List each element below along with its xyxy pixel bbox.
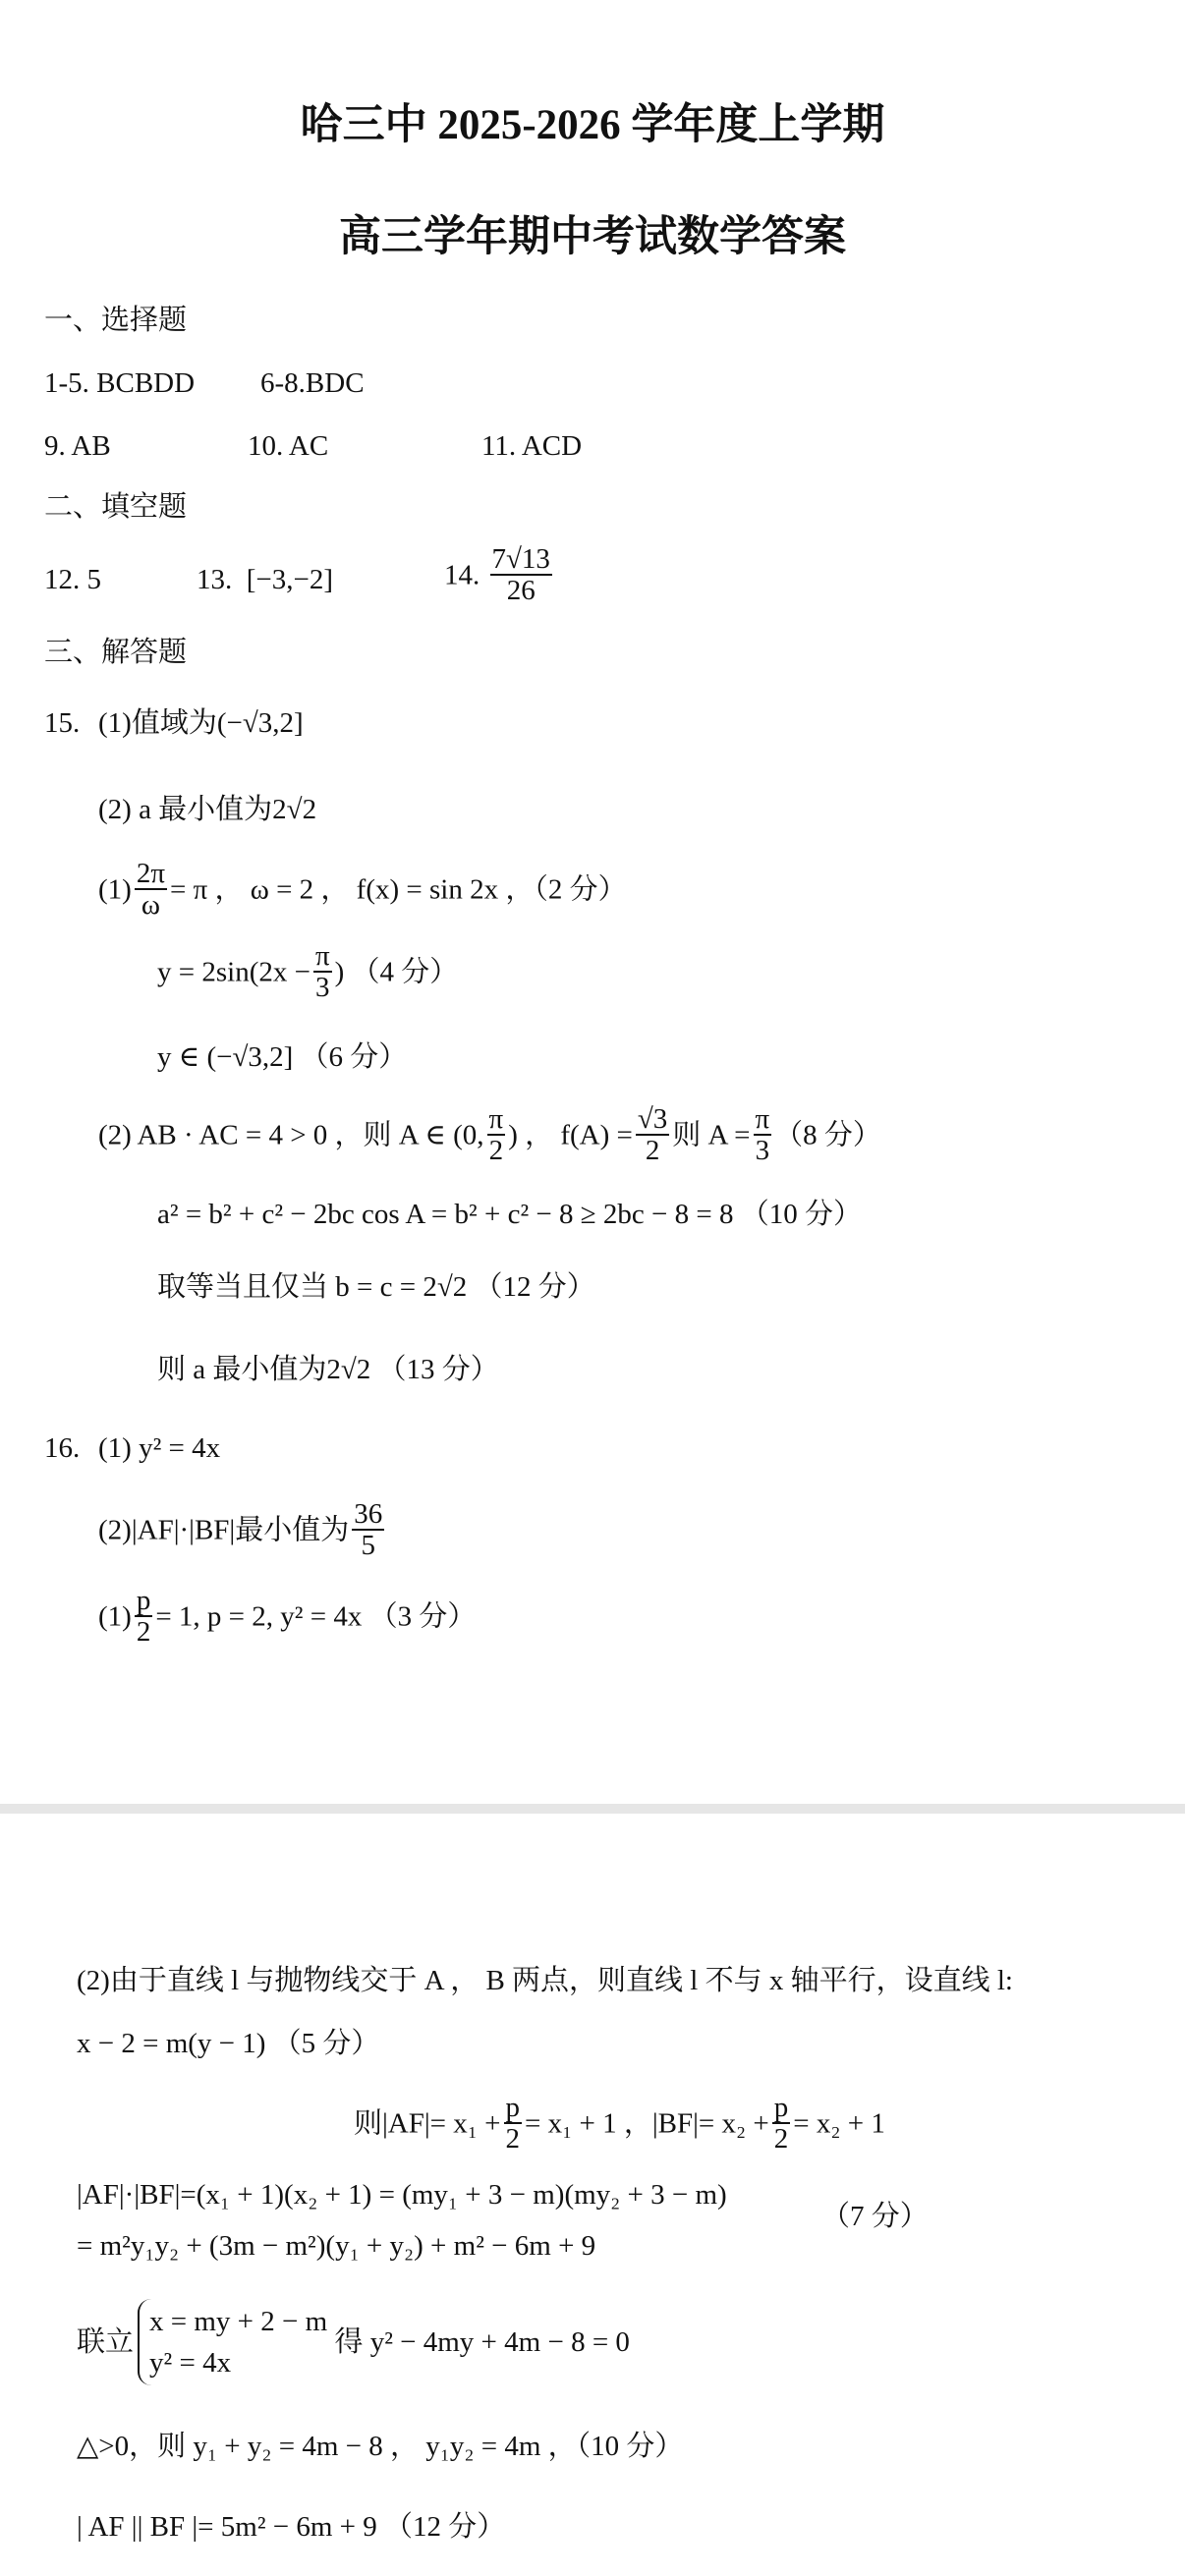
doc-title: 哈三中 2025-2026 学年度上学期 (300, 102, 885, 148)
q16-step-4: 则|AF|= x₁ + $\frac{p}{2}$ = x₁ + 1 ，|BF|= x₂ + $\frac{p}{2}$ = x₂ + 1 (354, 2092, 885, 2156)
q15-answer-1: (1)值域为(−√3,2] (98, 707, 304, 739)
page-divider (0, 1804, 1185, 1814)
fill-answer-14: 14. $\frac{7√13}{26}$ (444, 543, 550, 607)
q15-step-1: (1) $\frac{2\pi}{\omega}$ = π ， ω = 2 ， f(x) = sin 2x ，（2 分） (98, 858, 627, 922)
section-choice-heading: 一、选择题 (44, 305, 188, 336)
fill-answer-12: 12. 5 (44, 564, 101, 595)
q15-answer-2: (2) a 最小值为2√2 (98, 794, 317, 825)
q15-step-4: (2) AB · AC = 4 > 0 ，则 A ∈ (0, $\frac{\pi}{2}$ ) ， f(A) = $\frac{√3}{2}$ 则 A = $\frac{\pi}{3}$ （8 分） (98, 1103, 881, 1167)
q15-step-5: a² = b² + c² − 2bc cos A = b² + c² − 8 ≥ 2bc − 8 = 8 （10 分） (157, 1199, 862, 1230)
q16-step-6: = m²y₁y₂ + (3m − m²)(y₁ + y₂) + m² − 6m + 9 (77, 2230, 596, 2262)
choice-answer-6-8: 6-8.BDC (260, 367, 365, 399)
choice-answer-1-5: 1-5. BCBDD (44, 367, 196, 399)
q16-step-5-score: （7 分） (821, 2201, 929, 2232)
q16-step-3: x − 2 = m(y − 1) （5 分） (77, 2028, 380, 2059)
q15-step-3: y ∈ (−√3,2] （6 分） (157, 1041, 408, 1073)
q15-step-2: y = 2sin(2x − $\frac{\pi}{3}$ ) （4 分） (157, 940, 459, 1004)
q15-step-6: 取等当且仅当 b = c = 2√2 （12 分） (157, 1271, 595, 1303)
fraction: $\frac{7√13}{26}$ (491, 543, 550, 607)
section-fill-heading: 二、填空题 (44, 491, 188, 523)
q16-step-7: 联立 x = my + 2 − m y² = 4x 得 y² − 4my + 4m − 8 = 0 (77, 2299, 630, 2385)
q16-answer-1: (1) y² = 4x (98, 1432, 221, 1464)
doc-subtitle: 高三学年期中考试数学答案 (339, 214, 846, 260)
fill-answer-13: 13. [−3,−2] (197, 564, 334, 595)
choice-answer-11: 11. ACD (481, 430, 583, 462)
choice-answer-10: 10. AC (248, 430, 329, 462)
section-solve-heading: 三、解答题 (44, 637, 188, 668)
q16-answer-2: (2)|AF|·|BF|最小值为 $\frac{36}{5}$ (98, 1498, 383, 1562)
q16-step-5: |AF|·|BF|=(x₁ + 1)(x₂ + 1) = (my₁ + 3 − m)(my₂ + 3 − m) (77, 2179, 727, 2211)
q15-label: 15. (44, 707, 81, 739)
equation-system: x = my + 2 − m y² = 4x (138, 2299, 327, 2385)
q16-step-1: (1) $\frac{p}{2}$ = 1, p = 2, y² = 4x （3 分） (98, 1585, 477, 1649)
q15-step-7: 则 a 最小值为2√2 （13 分） (157, 1354, 499, 1385)
q16-label: 16. (44, 1432, 81, 1464)
q16-step-2: (2)由于直线 l 与抛物线交于 A ， B 两点，则直线 l 不与 x 轴平行，设直线 l: (77, 1965, 1013, 1996)
choice-answer-9: 9. AB (44, 430, 111, 462)
q16-step-9: | AF || BF |= 5m² − 6m + 9 （12 分） (77, 2511, 506, 2543)
q16-step-8: △>0，则 y₁ + y₂ = 4m − 8 ， y₁y₂ = 4m ，（10 分） (77, 2431, 684, 2462)
